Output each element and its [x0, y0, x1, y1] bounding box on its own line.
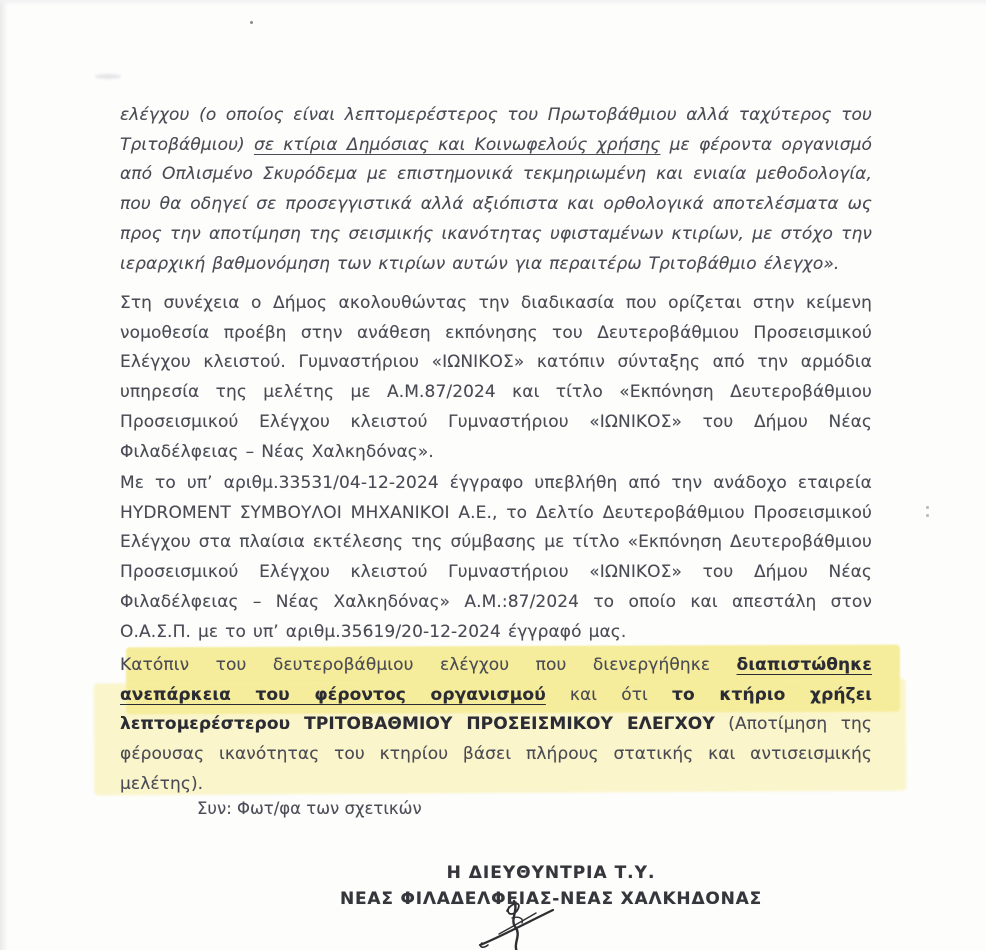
text-segment: σε κτίρια Δημόσιας και Κοινωφελούς χρήσης: [253, 134, 661, 155]
handwritten-signature: [452, 898, 582, 950]
text-segment: Κατόπιν του δευτεροβάθμιου ελέγχου που διενεργήθηκε: [120, 655, 737, 675]
scan-edge-left: [0, 0, 8, 950]
text-segment: και ότι: [545, 684, 672, 705]
attachments-note: Συν: Φωτ/φα των σχετικών: [197, 799, 422, 818]
scan-edge-top: [0, 0, 986, 6]
text-segment: με φέροντα οργανισμό από Οπλισμένο Σκυρόδεμα με επιστημονικά τεκμηριωμένη και ενιαία μεθοδολογία, που θα οδηγεί σε προσεγγιστικά αλλά αξιόπιστα και ορθολογικά αποτελέσματα ως προς την αποτίμηση της σεισμικής ικανότητας υφισταμένων κτιρίων, με στόχο την ιεραρχική βαθμονόμηση των κτιρίων αυτών για περαιτέρω Τριτοβάθμιο έλεγχο».: [120, 134, 873, 274]
text-segment: Με το υπ’ αριθμ.33531/04-12-2024 έγγραφο υπεβλήθη από την ανάδοχο εταιρεία HYDROMENT ΣΥΜΒΟΥΛΟΙ ΜΗΧΑΝΙΚΟΙ Α.Ε., το Δελτίο Δευτεροβάθμιου Προσεισμικού Ελέγχου στα πλαίσια εκτέλεσης της σύμβασης με τίτλο «Εκπόνηση Δευτεροβάθμιου Προσεισμικού Ελέγχου κλειστού Γυμναστήριου «ΙΩΝΙΚΟΣ» του Δήμου Νέας Φιλαδέλφειας – Νέας Χαλκηδόνας» Α.Μ.:87/2024 το οποίο και απεστάλη στον Ο.Α.Σ.Π. με το υπ’ αριθμ.35619/20-12-2024 έγγραφό μας.: [120, 473, 872, 642]
text-segment: διαπιστώθηκε ανεπάρκεια του φέροντος οργανισμού: [120, 655, 872, 705]
paragraph-submission: [120, 469, 872, 647]
text-segment: Στη συνέχεια ο Δήμος ακολουθώντας την διαδικασία που ορίζεται στην κείμενη νομοθεσία προέβη στην ανάθεση εκπόνησης του Δευτεροβάθμιου Προσεισμικού Ελέγχου κλειστού. Γυμναστήριου «ΙΩΝΙΚΟΣ» κατόπιν σύνταξης από την αρμόδια υπηρεσία της μελέτης με Α.Μ.87/2024 και τίτλο «Εκπόνηση Δευτεροβάθμιου Προσεισμικού Ελέγχου κλειστού Γυμναστήριου «ΙΩΝΙΚΟΣ» του Δήμου Νέας Φιλαδέλφειας – Νέας Χαλκηδόνας».: [120, 293, 872, 462]
paragraph-assignment: [120, 289, 872, 467]
scan-artifact-mark: [926, 506, 929, 509]
scan-artifact-smudge: [95, 74, 121, 79]
signatory-municipality: ΝΕΑΣ ΦΙΛΑΔΕΛΦΕΙΑΣ-ΝΕΑΣ ΧΑΛΚΗΔΟΝΑΣ: [339, 889, 763, 909]
paragraph-findings-highlighted: [120, 651, 872, 800]
paragraph-quote-continuation: [120, 101, 872, 279]
scan-artifact-dot: [250, 21, 253, 24]
signatory-title: Η ΔΙΕΥΘΥΝΤΡΙΑ Τ.Υ.: [446, 863, 656, 883]
text-segment: το κτήριο χρήζει λεπτομερέστερου ΤΡΙΤΟΒΑΘΜΙΟΥ ΠΡΟΣΕΙΣΜΙΚΟΥ ΕΛΕΓΧΟΥ: [120, 684, 872, 735]
text-segment: ελέγχου (ο οποίος είναι λεπτομερέστερος του Πρωτοβάθμιου αλλά ταχύτερος του Τριτοβάθμιου): [120, 105, 872, 155]
text-segment: (Αποτίμηση της φέρουσας ικανότητας του κτηρίου βάσει πλήρους στατικής και αντισεισμικής μελέτης).: [120, 714, 872, 794]
